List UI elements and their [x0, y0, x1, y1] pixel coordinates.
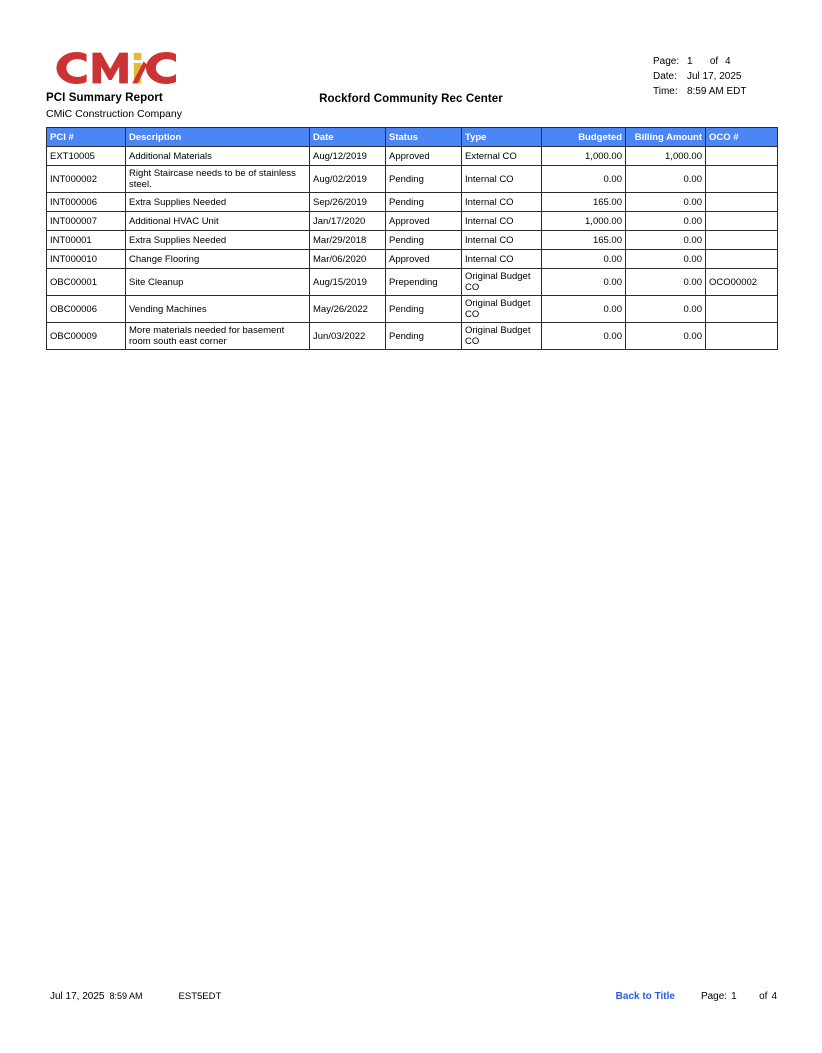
cell-oco — [706, 323, 778, 350]
cell-billing: 0.00 — [626, 269, 706, 296]
table-row[interactable] — [47, 323, 778, 350]
cell-budget: 0.00 — [542, 323, 626, 350]
cell-billing: 0.00 — [626, 296, 706, 323]
cell-pci: OBC00009 — [47, 323, 126, 350]
cell-desc: Vending Machines — [126, 296, 310, 323]
header-meta-block — [653, 54, 777, 99]
column-header-description[interactable]: Description — [126, 128, 310, 147]
cell-billing: 0.00 — [626, 231, 706, 250]
cell-oco — [706, 231, 778, 250]
header-page-value — [687, 54, 777, 69]
column-header-billing-amount[interactable]: Billing Amount — [626, 128, 706, 147]
pci-summary-table — [46, 127, 778, 350]
table-row[interactable] — [47, 166, 778, 193]
cell-type: Internal CO — [462, 231, 542, 250]
column-header-pci[interactable]: PCI # — [47, 128, 126, 147]
header-page-row — [653, 54, 777, 69]
cell-type: Internal CO — [462, 250, 542, 269]
footer-page-number: 1 — [731, 991, 737, 1002]
header-page-number: 1 — [687, 56, 693, 67]
report-header — [0, 0, 822, 126]
cell-type: Internal CO — [462, 166, 542, 193]
cell-date: Mar/06/2020 — [310, 250, 386, 269]
table-row[interactable] — [47, 231, 778, 250]
cell-desc: Additional Materials — [126, 147, 310, 166]
cell-type: External CO — [462, 147, 542, 166]
table-row[interactable] — [47, 269, 778, 296]
cell-pci: OBC00001 — [47, 269, 126, 296]
cell-date: May/26/2022 — [310, 296, 386, 323]
cell-type: Original Budget CO — [462, 269, 542, 296]
back-to-title-link[interactable]: Back to Title — [615, 991, 675, 1002]
cell-date: Aug/02/2019 — [310, 166, 386, 193]
cell-oco — [706, 166, 778, 193]
cell-status: Pending — [386, 231, 462, 250]
cell-pci: INT00001 — [47, 231, 126, 250]
table-row[interactable] — [47, 212, 778, 231]
header-date-label: Date: — [653, 71, 677, 82]
cell-budget: 0.00 — [542, 296, 626, 323]
cell-budget: 0.00 — [542, 250, 626, 269]
cell-pci: OBC00006 — [47, 296, 126, 323]
cell-date: Aug/15/2019 — [310, 269, 386, 296]
cell-status: Pending — [386, 166, 462, 193]
column-header-budgeted[interactable]: Budgeted — [542, 128, 626, 147]
cell-billing: 0.00 — [626, 166, 706, 193]
header-time-value: 8:59 AM EDT — [687, 86, 747, 97]
column-header-oco[interactable]: OCO # — [706, 128, 778, 147]
cell-status: Approved — [386, 212, 462, 231]
cell-status: Prepending — [386, 269, 462, 296]
cell-date: Mar/29/2018 — [310, 231, 386, 250]
header-time-label: Time: — [653, 86, 678, 97]
cell-status: Pending — [386, 296, 462, 323]
cell-budget: 165.00 — [542, 231, 626, 250]
cell-type: Original Budget CO — [462, 296, 542, 323]
cell-oco — [706, 296, 778, 323]
cell-pci: EXT10005 — [47, 147, 126, 166]
cell-billing: 0.00 — [626, 250, 706, 269]
cell-billing: 0.00 — [626, 212, 706, 231]
cell-oco — [706, 212, 778, 231]
footer-page-of: of — [759, 991, 768, 1002]
cell-oco — [706, 193, 778, 212]
cell-budget: 165.00 — [542, 193, 626, 212]
cell-desc: Extra Supplies Needed — [126, 231, 310, 250]
cell-type: Internal CO — [462, 212, 542, 231]
cell-type: Original Budget CO — [462, 323, 542, 350]
cell-budget: 0.00 — [542, 166, 626, 193]
cell-pci: INT000010 — [47, 250, 126, 269]
footer-left-block — [50, 991, 221, 1002]
cell-billing: 0.00 — [626, 323, 706, 350]
cell-desc: Additional HVAC Unit — [126, 212, 310, 231]
project-title: Rockford Community Rec Center — [319, 93, 503, 105]
column-header-date[interactable]: Date — [310, 128, 386, 147]
column-header-status[interactable]: Status — [386, 128, 462, 147]
footer-date: Jul 17, 2025 — [50, 991, 105, 1002]
cell-oco — [706, 147, 778, 166]
cell-date: Jun/03/2022 — [310, 323, 386, 350]
cell-desc: More materials needed for basement room south east corner — [126, 323, 310, 350]
cell-status: Pending — [386, 323, 462, 350]
cell-pci: INT000006 — [47, 193, 126, 212]
report-footer — [0, 991, 822, 1009]
cell-budget: 0.00 — [542, 269, 626, 296]
cell-budget: 1,000.00 — [542, 147, 626, 166]
page-title: PCI Summary Report — [46, 92, 163, 104]
table-row[interactable] — [47, 250, 778, 269]
cell-oco — [706, 250, 778, 269]
footer-timezone: EST5EDT — [178, 991, 222, 1002]
cell-billing: 0.00 — [626, 193, 706, 212]
header-date-value: Jul 17, 2025 — [687, 71, 742, 82]
header-page-of: of — [709, 56, 719, 67]
table-header — [47, 128, 778, 147]
cell-status: Approved — [386, 250, 462, 269]
cell-date: Sep/26/2019 — [310, 193, 386, 212]
footer-right-block — [616, 991, 777, 1002]
footer-page-label: Page: — [700, 991, 728, 1002]
header-page-total: 4 — [725, 56, 731, 67]
cell-desc: Extra Supplies Needed — [126, 193, 310, 212]
table-header-row — [47, 128, 778, 147]
table-body — [47, 147, 778, 350]
cell-date: Aug/12/2019 — [310, 147, 386, 166]
table-row[interactable] — [47, 193, 778, 212]
cell-desc: Change Flooring — [126, 250, 310, 269]
cell-billing: 1,000.00 — [626, 147, 706, 166]
header-date-row — [653, 69, 777, 84]
footer-time: 8:59 AM — [109, 991, 143, 1001]
header-page-label: Page: — [653, 56, 680, 67]
cell-oco: OCO00002 — [706, 269, 778, 296]
footer-page-total: 4 — [771, 991, 777, 1002]
header-time-row — [653, 84, 777, 99]
pci-summary-table-container — [46, 127, 777, 350]
cell-date: Jan/17/2020 — [310, 212, 386, 231]
cell-desc: Right Staircase needs to be of stainless steel. — [126, 166, 310, 193]
cmic-logo — [46, 46, 176, 90]
cell-budget: 1,000.00 — [542, 212, 626, 231]
column-header-type[interactable]: Type — [462, 128, 542, 147]
cell-status: Approved — [386, 147, 462, 166]
cell-desc: Site Cleanup — [126, 269, 310, 296]
cell-pci: INT000007 — [47, 212, 126, 231]
cell-status: Pending — [386, 193, 462, 212]
table-row[interactable] — [47, 296, 778, 323]
table-row[interactable] — [47, 147, 778, 166]
cell-pci: INT000002 — [47, 166, 126, 193]
cell-type: Internal CO — [462, 193, 542, 212]
company-name: CMiC Construction Company — [46, 108, 182, 120]
